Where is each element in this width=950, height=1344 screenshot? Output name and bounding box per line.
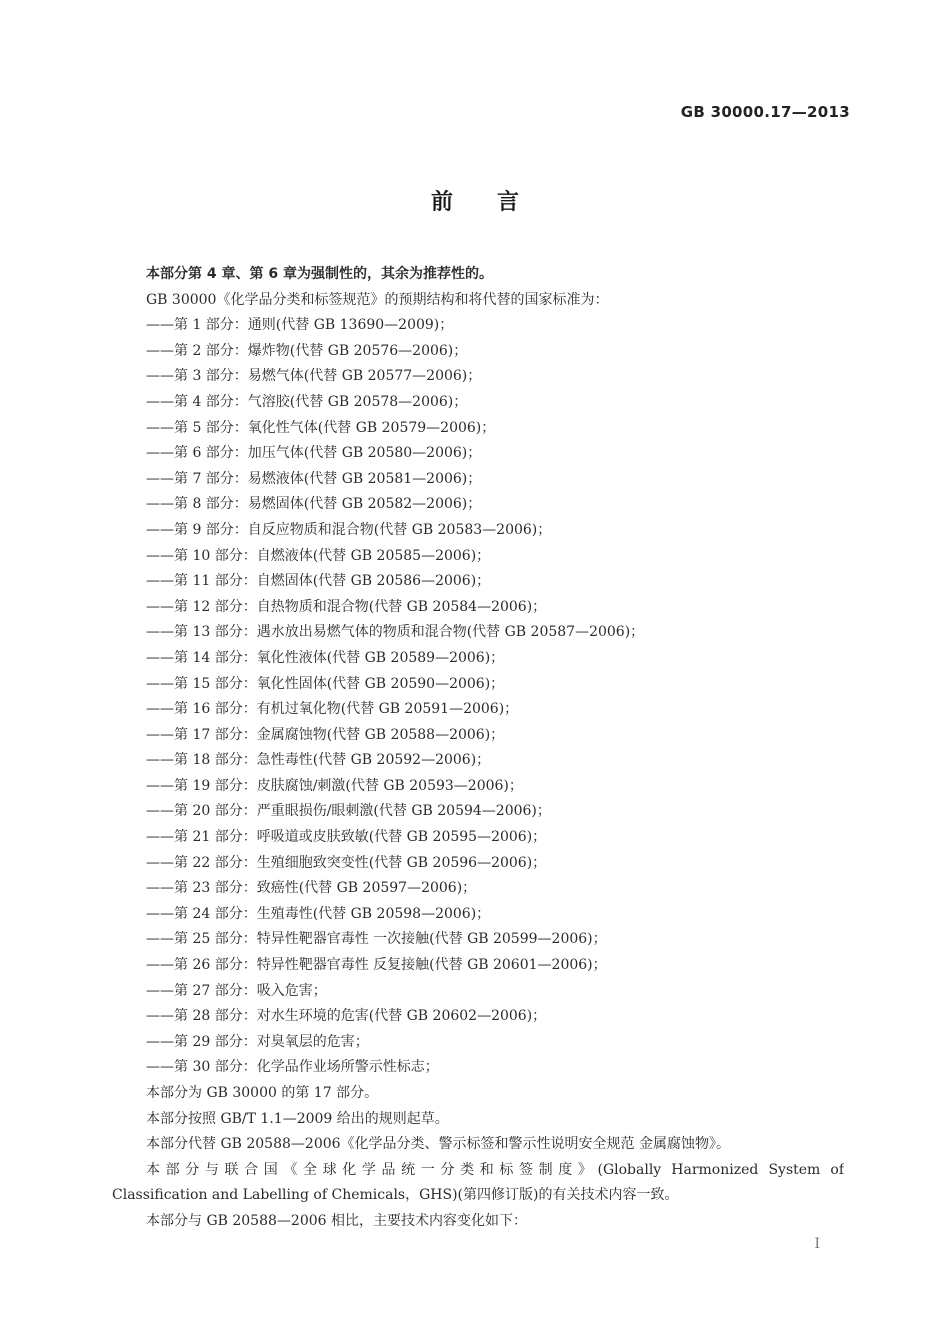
- list-item: ——第 8 部分：易燃固体(代替 GB 20582—2006)；: [146, 496, 482, 513]
- closing-paragraph: 本部分为 GB 30000 的第 17 部分。: [146, 1085, 379, 1101]
- list-item: ——第 7 部分：易燃液体(代替 GB 20581—2006)；: [146, 470, 482, 487]
- list-item: ——第 25 部分：特异性靶器官毒性 一次接触(代替 GB 20599—2006)；: [146, 931, 607, 948]
- list-item: ——第 18 部分：急性毒性(代替 GB 20592—2006)；: [146, 752, 491, 769]
- list-item: ——第 26 部分：特异性靶器官毒性 反复接触(代替 GB 20601—2006)；: [146, 957, 607, 974]
- list-item: ——第 10 部分：自燃液体(代替 GB 20585—2006)；: [146, 547, 491, 564]
- page-title: 前言: [430, 189, 563, 215]
- list-item: ——第 3 部分：易燃气体(代替 GB 20577—2006)；: [146, 368, 482, 385]
- list-item: ——第 16 部分：有机过氧化物(代替 GB 20591—2006)；: [146, 701, 519, 718]
- closing-paragraph: 本部分代替 GB 20588—2006《化学品分类、警示标签和警示性说明安全规范 金属腐蚀物》。: [146, 1136, 730, 1153]
- list-item: ——第 12 部分：自热物质和混合物(代替 GB 20584—2006)；: [146, 598, 547, 615]
- list-item: ——第 5 部分：氧化性气体(代替 GB 20579—2006)；: [146, 419, 496, 436]
- parts-list: [112, 313, 844, 1081]
- changes-intro: 本部分与 GB 20588—2006 相比，主要技术内容变化如下：: [146, 1212, 527, 1229]
- list-item: ——第 2 部分：爆炸物(代替 GB 20576—2006)；: [146, 342, 468, 359]
- closing-paragraph: 本部分按照 GB/T 1.1—2009 给出的规则起草。: [146, 1110, 449, 1127]
- list-item: ——第 22 部分：生殖细胞致突变性(代替 GB 20596—2006)；: [146, 854, 547, 871]
- list-item: ——第 13 部分：遇水放出易燃气体的物质和混合物(代替 GB 20587—2006)；: [146, 624, 645, 641]
- list-item: ——第 11 部分：自燃固体(代替 GB 20586—2006)；: [146, 573, 491, 590]
- list-item: ——第 1 部分：通则(代替 GB 13690—2009)；: [146, 317, 454, 334]
- list-item: ——第 30 部分：化学品作业场所警示性标志；: [146, 1059, 439, 1076]
- list-item: ——第 14 部分：氧化性液体(代替 GB 20589—2006)；: [146, 649, 505, 666]
- ghs-statement-line-1: 本部分与联合国《全球化学品统一分类和标签制度》(Globally Harmonized System of: [146, 1161, 844, 1178]
- standard-code: GB 30000.17—2013: [680, 103, 850, 121]
- list-item: ——第 29 部分：对臭氧层的危害；: [146, 1033, 369, 1050]
- list-item: ——第 19 部分：皮肤腐蚀/刺激(代替 GB 20593—2006)；: [146, 777, 523, 794]
- list-item: ——第 15 部分：氧化性固体(代替 GB 20590—2006)；: [146, 675, 505, 692]
- document-body: [112, 262, 844, 1235]
- list-item: ——第 6 部分：加压气体(代替 GB 20580—2006)；: [146, 445, 482, 462]
- ghs-statement-line-2: Classification and Labelling of Chemicals，GHS)(第四修订版)的有关技术内容一致。: [112, 1187, 679, 1204]
- list-item: ——第 21 部分：呼吸道或皮肤致敏(代替 GB 20595—2006)；: [146, 829, 547, 846]
- list-item: ——第 17 部分：金属腐蚀物(代替 GB 20588—2006)；: [146, 726, 505, 743]
- list-item: ——第 4 部分：气溶胶(代替 GB 20578—2006)；: [146, 393, 468, 410]
- list-item: ——第 28 部分：对水生环境的危害(代替 GB 20602—2006)；: [146, 1008, 547, 1025]
- list-item: ——第 24 部分：生殖毒性(代替 GB 20598—2006)；: [146, 905, 491, 922]
- list-item: ——第 23 部分：致癌性(代替 GB 20597—2006)；: [146, 880, 477, 897]
- mandatory-statement: 本部分第 4 章、第 6 章为强制性的，其余为推荐性的。: [146, 266, 493, 282]
- list-item: ——第 27 部分：吸入危害；: [146, 982, 327, 999]
- page-number: I: [814, 1236, 820, 1252]
- list-item: ——第 20 部分：严重眼损伤/眼刺激(代替 GB 20594—2006)；: [146, 803, 551, 820]
- list-item: ——第 9 部分：自反应物质和混合物(代替 GB 20583—2006)；: [146, 521, 552, 538]
- structure-intro: GB 30000《化学品分类和标签规范》的预期结构和将代替的国家标准为：: [146, 291, 609, 308]
